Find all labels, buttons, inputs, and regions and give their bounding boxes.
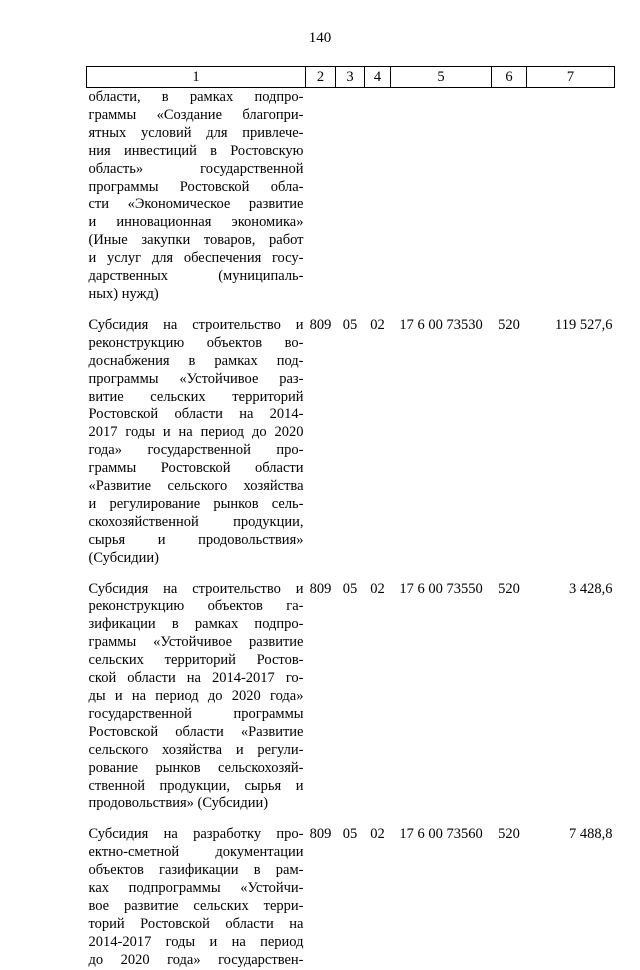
cell-amount: 3 428,6 — [569, 580, 613, 597]
description-line: витие сельских территорий — [88, 388, 304, 405]
description-line: дарственных (муниципаль- — [88, 268, 304, 285]
cell-ministry-code — [306, 88, 336, 304]
description-line: программы Ростовской обла- — [88, 178, 304, 195]
row-description — [87, 568, 306, 814]
description-line: (Субсидии) — [88, 549, 159, 566]
table-row — [87, 813, 615, 969]
description-line: Ростовской области на 2014- — [88, 406, 304, 423]
description-line: граммы Ростовской области — [88, 460, 304, 477]
cell-subsection-code: 02 — [370, 580, 385, 597]
row-description — [87, 304, 306, 568]
description-line: ды и на период до 2020 года» — [88, 688, 304, 704]
cell-target-article: 17 6 00 73550 — [399, 580, 483, 597]
description-line: сельских территорий Ростов- — [88, 652, 304, 669]
cell-subsection-code — [365, 88, 391, 304]
description-line: Субсидия на строительство и — [88, 580, 304, 597]
cell-expense-type: 520 — [498, 826, 520, 843]
cell-ministry-code: 809 — [309, 316, 332, 333]
cell-expense-type — [492, 88, 527, 304]
description-line: граммы «Создание благопри- — [88, 106, 304, 123]
description-line: года» государственной про- — [88, 442, 304, 459]
row-description — [87, 88, 306, 304]
budget-table — [86, 66, 615, 970]
column-header-5: 5 — [391, 67, 492, 88]
description-line: доснабжения в рамках под- — [88, 352, 304, 369]
description-line: ской области на 2014-2017 го- — [88, 670, 304, 687]
description-line: и регулирование рынков сель- — [88, 495, 304, 512]
description-line: скохозяйственной продукции, — [88, 513, 304, 530]
cell-amount: 119 527,6 — [555, 316, 613, 333]
cell-target-article: 17 6 00 73530 — [399, 316, 483, 333]
description-line: сельского хозяйства и регули- — [88, 741, 304, 758]
description-line: рование рынков сельскохозяй- — [88, 759, 304, 776]
description-line: 2014-2017 годы и на период — [88, 933, 304, 950]
cell-ministry-code: 809 — [309, 826, 332, 843]
description-line: (Иные закупки товаров, работ — [88, 232, 304, 249]
description-line: область» государственной — [88, 160, 304, 177]
cell-section-code: 05 — [342, 316, 358, 333]
cell-subsection-code: 02 — [370, 826, 385, 843]
table-row — [87, 88, 615, 304]
description-line: зификации в рамках подпро- — [88, 616, 304, 633]
cell-section-code: 05 — [342, 580, 358, 597]
description-line: сти «Экономическое развитие — [88, 196, 304, 213]
description-line: реконструкцию объектов во- — [88, 334, 304, 351]
column-header-3: 3 — [336, 67, 365, 88]
cell-expense-type: 520 — [498, 316, 520, 333]
description-line: сырья и продовольствия» — [88, 531, 304, 548]
description-line: программы «Устойчивое раз- — [88, 370, 304, 387]
cell-ministry-code: 809 — [309, 580, 332, 597]
column-header-1: 1 — [87, 67, 306, 88]
description-line: вое развитие сельских терри- — [88, 897, 304, 914]
column-header-2: 2 — [306, 67, 336, 88]
description-line: торий Ростовской области на — [88, 915, 304, 932]
description-line: граммы «Устойчивое развитие — [88, 634, 304, 651]
description-line: Субсидия на строительство и — [88, 316, 304, 333]
cell-amount — [527, 88, 615, 304]
description-line: и услуг для обеспечения госу- — [88, 250, 304, 267]
description-line: до 2020 года» государствен- — [88, 951, 304, 968]
description-line: ках подпрограммы «Устойчи- — [88, 880, 304, 897]
row-description — [87, 813, 306, 969]
cell-subsection-code: 02 — [370, 316, 385, 333]
cell-target-article — [391, 88, 492, 304]
cell-section-code — [336, 88, 365, 304]
description-line: ятных условий для привлече- — [88, 124, 304, 141]
description-line: ектно-сметной документации — [88, 844, 304, 861]
table-header-row — [87, 67, 615, 88]
description-line: государственной программы — [88, 705, 304, 722]
description-line: продовольствия» (Субсидии) — [88, 795, 269, 812]
description-line: ственной продукции, сырья и — [88, 777, 304, 794]
table-row — [87, 304, 615, 568]
table-row — [87, 568, 615, 814]
column-header-4: 4 — [365, 67, 391, 88]
page-number: 140 — [308, 30, 332, 46]
column-header-7: 7 — [527, 67, 615, 88]
description-line: «Развитие сельского хозяйства — [88, 478, 304, 495]
description-line: 2017 годы и на период до 2020 — [88, 424, 304, 441]
column-header-6: 6 — [492, 67, 527, 88]
cell-target-article: 17 6 00 73560 — [399, 826, 483, 843]
cell-amount: 7 488,8 — [569, 826, 613, 843]
description-line: и инновационная экономика» — [88, 214, 304, 231]
description-line: объектов газификации в рам- — [88, 862, 304, 879]
description-line: Субсидия на разработку про- — [88, 826, 304, 843]
cell-expense-type: 520 — [498, 580, 520, 597]
description-line: области, в рамках подпро- — [88, 89, 304, 105]
description-line: реконструкцию объектов га- — [88, 598, 304, 615]
description-line: ния инвестиций в Ростовскую — [88, 142, 304, 159]
cell-section-code: 05 — [342, 826, 358, 843]
description-line: ных) нужд) — [88, 285, 159, 302]
description-line: Ростовской области «Развитие — [88, 723, 304, 740]
